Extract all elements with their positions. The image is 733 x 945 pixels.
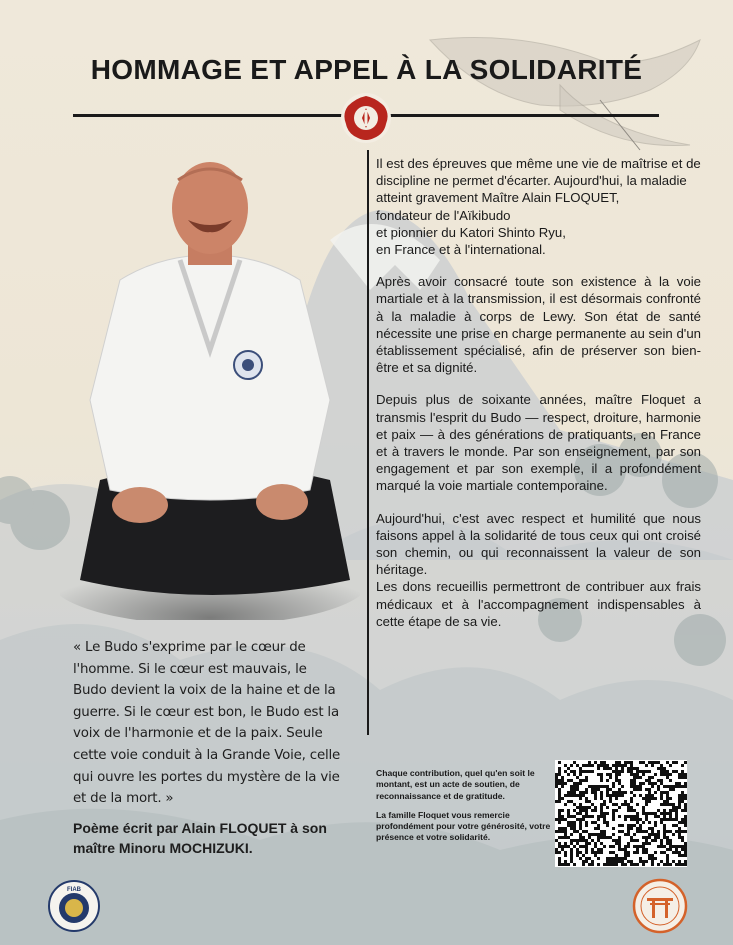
health-paragraph: Après avoir consacré toute son existence à la voie martiale et à la transmission, il est désormais confronté à la maladie à corps de Lewy. Son état de santé nécessite une prise en charge permanente au sein d'un établissement spécialisé, afin de préserver son bien-être et sa dignité. bbox=[376, 274, 701, 376]
family-thanks: La famille Floquet vous remercie profondément pour votre générosité, votre présence et votre solidarité. bbox=[376, 809, 551, 843]
budo-quote: « Le Budo s'exprime par le cœur de l'homme. Si le cœur est mauvais, le Budo devient la voix de la haine et de la guerre. Si le cœur est bon, le Budo est la voix de l'harmonie et de la paix. Seule cette voie conduit à la Grande Voie, celle qui ouvre les portes du mystère de la vie et de la mort. » bbox=[73, 640, 341, 807]
appeal-paragraph: Aujourd'hui, c'est avec respect et humilité que nous faisons appel à la solidarité de tous ceux qui ont croisé son chemin, ou qui reconnaissent la valeur de son héritage. bbox=[376, 510, 701, 578]
fiab-logo-icon bbox=[48, 880, 100, 932]
fiab-logo-text: FIAB bbox=[67, 887, 81, 893]
role-line-scope: en France et à l'international. bbox=[376, 242, 546, 258]
donation-paragraph: Les dons recueillis permettront de contribuer aux frais médicaux et à l'accompagnement indispensables à cette étape de sa vie. bbox=[376, 579, 701, 629]
contribution-note: Chaque contribution, quel qu'en soit le montant, est un acte de soutien, de reconnaissance et de gratitude. bbox=[376, 768, 535, 801]
clan-crest-icon bbox=[340, 92, 392, 144]
page-title: HOMMAGE ET APPEL À LA SOLIDARITÉ bbox=[90, 54, 643, 85]
legacy-paragraph: Depuis plus de soixante années, maître Floquet a transmis l'esprit du Budo — respect, droiture, harmonie et paix — à des générations de pratiquants, en France et à travers le monde. Par son enseignement, par son engagement et par son exemple, il a profondément marqué la voie martiale contemporaine. bbox=[376, 392, 701, 494]
column-divider bbox=[367, 150, 369, 735]
master-portrait-photo bbox=[60, 150, 360, 620]
qr-code-icon[interactable] bbox=[555, 760, 687, 867]
poem-credit: Poème écrit par Alain FLOQUET à son maître Minoru MOCHIZUKI. bbox=[73, 820, 327, 856]
appeal-text bbox=[376, 155, 701, 645]
torii-logo-icon bbox=[632, 878, 688, 934]
role-line-pioneer: et pionnier du Katori Shinto Ryu, bbox=[376, 224, 566, 240]
role-line-founder: fondateur de l'Aïkibudo bbox=[376, 207, 511, 223]
thanks-text bbox=[376, 768, 554, 852]
intro-paragraph: Il est des épreuves que même une vie de maîtrise et de discipline ne permet d'écarter. Aujourd'hui, la maladie atteint gravement Maître Alain FLOQUET, bbox=[376, 156, 701, 206]
